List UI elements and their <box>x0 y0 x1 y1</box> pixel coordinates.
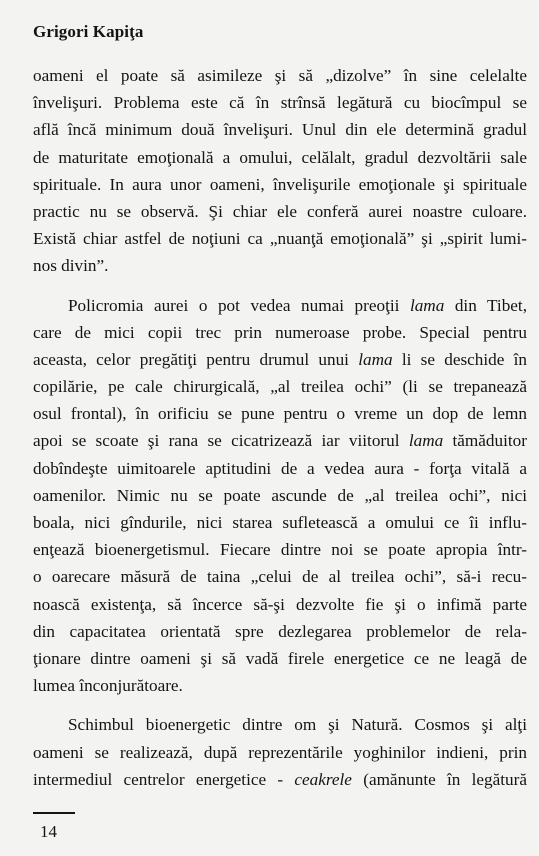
text-line: Există chiar astfel de noţiuni ca „nuanţă emoţională” şi „spirit lumi- <box>33 229 527 249</box>
running-header: Grigori Kapiţa <box>33 22 144 41</box>
page-number: 14 <box>40 822 57 841</box>
text-line: ţionare dintre oameni şi să vadă firele energetice ce ne leagă de <box>33 648 527 668</box>
footer-rule <box>33 812 75 814</box>
text-line: enţează bioenergetismul. Fiecare dintre noi se poate apropia într- <box>33 540 527 560</box>
text-line: intermediul centrelor energetice - ceakrele (amănunte în legătură <box>33 769 527 789</box>
text-line: aceasta, celor pregătiţi pentru drumul unui lama li se deschide în <box>33 349 527 369</box>
text-line: practic nu se observă. Şi chiar ele conferă aurei noastre culoare. <box>33 201 527 221</box>
text-line: Policromia aurei o pot vedea numai preoţii lama din Tibet, <box>68 295 527 315</box>
text-line: lumea înconjurătoare. <box>33 676 183 696</box>
text-line: o oarecare măsură de taina „celui de al treilea ochi”, să-i recu- <box>33 567 527 587</box>
text-line: osul frontal), în orificiu se pune pentru o vreme un dop de lemn <box>33 404 527 424</box>
text-line: oameni el poate să asimileze şi să „dizolve” în sine celelalte <box>33 66 527 85</box>
body-text <box>33 62 527 793</box>
text-line: din capacitatea orientată spre dezlegarea problemelor de rela- <box>33 621 527 641</box>
text-line: apoi se scoate şi rana se cicatrizează iar viitorul lama tămăduitor <box>33 431 527 451</box>
text-line: oameni se realizează, după reprezentările yoghinilor indieni, prin <box>33 742 527 762</box>
text-line: află încă minimum două învelişuri. Unul din ele determină gradul <box>33 120 527 140</box>
text-line: Schimbul bioenergetic dintre om şi Natură. Cosmos şi alţi <box>68 715 527 735</box>
text-line: boala, nici gîndurile, nici starea sufletească a omului ce îi influ- <box>33 513 527 532</box>
text-line: copilărie, pe cale chirurgicală, „al treilea ochi” (li se trepanează <box>33 377 527 397</box>
text-line: de maturitate emoţională a omului, celălalt, gradul dezvoltării sale <box>33 147 527 167</box>
text-line: nos divin”. <box>33 256 109 276</box>
text-line: noască existenţa, să încerce să-şi dezvolte fie şi o infimă parte <box>33 594 527 614</box>
text-line: dobîndeşte uimitoarele aptitudini de a vedea aura - forţa vitală a <box>33 458 527 478</box>
text-line: care de mici copii trec prin numeroase probe. Special pentru <box>33 322 527 342</box>
text-line: învelişuri. Problema este că în strînsă legătură cu biocîmpul se <box>33 93 527 113</box>
text-line: spirituale. In aura unor oameni, învelişurile emoţionale şi spirituale <box>33 174 527 194</box>
text-line: oamenilor. Nimic nu se poate ascunde de „al treilea ochi”, nici <box>33 485 527 505</box>
